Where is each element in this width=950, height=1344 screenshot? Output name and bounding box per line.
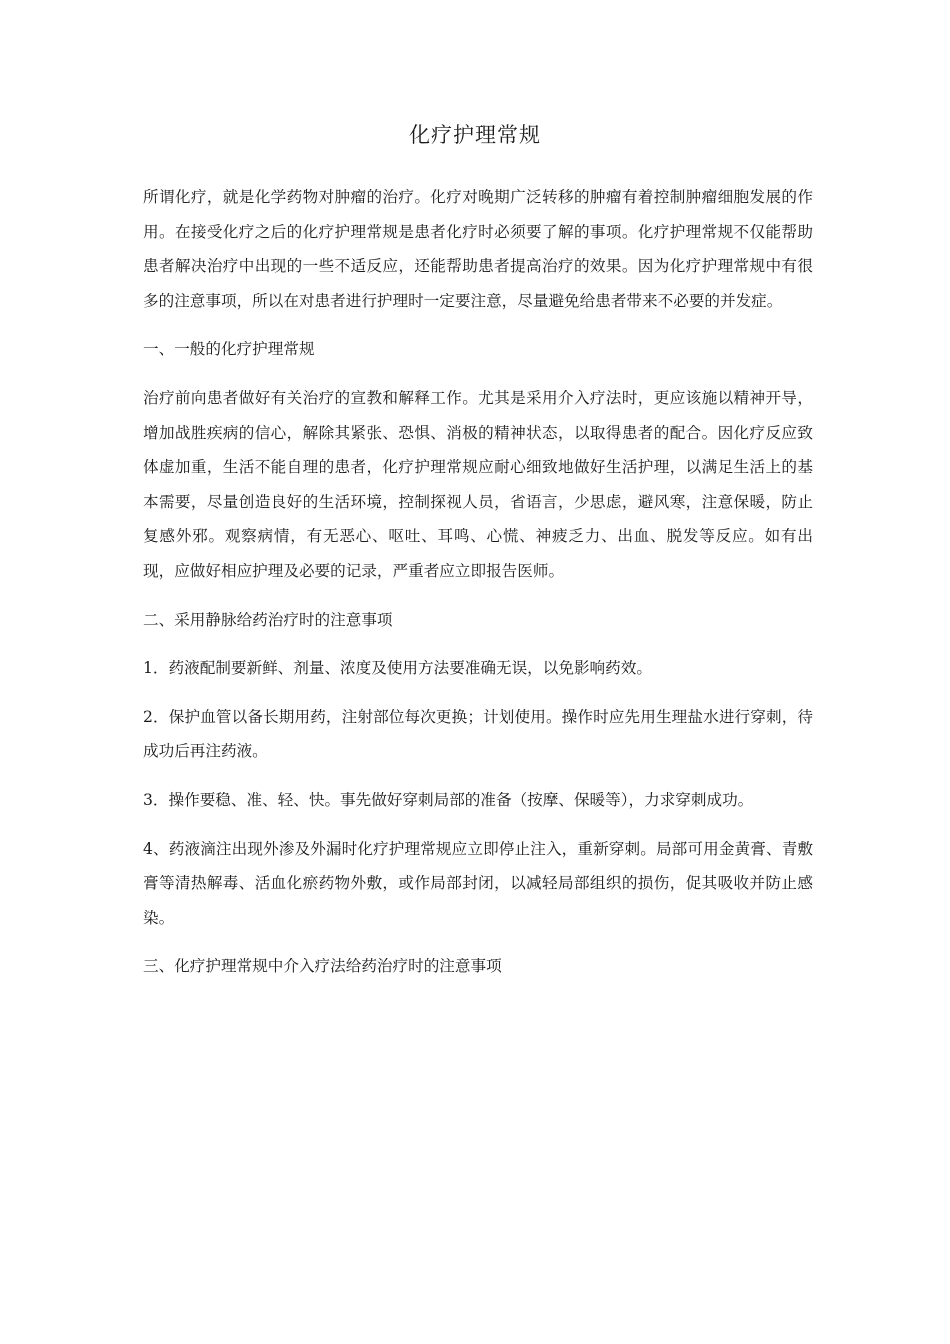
list-item-2: 2．保护血管以备长期用药，注射部位每次更换；计划使用。操作时应先用生理盐水进行穿刺，待成功后再注药液。 <box>143 707 813 761</box>
list-item-3: 3．操作要稳、准、轻、快。事先做好穿刺局部的准备（按摩、保暖等），力求穿刺成功。 <box>143 790 754 809</box>
list-item-1: 1．药液配制要新鲜、剂量、浓度及使用方法要准确无误，以免影响药效。 <box>143 659 652 678</box>
section-1-paragraph: 治疗前向患者做好有关治疗的宣教和解释工作。尤其是采用介入疗法时，更应该施以精神开导，增加战胜疾病的信心，解除其紧张、恐惧、消极的精神状态，以取得患者的配合。因化疗反应致体虚加重，生活不能自理的患者，化疗护理常规应耐心细致地做好生活护理，以满足生活上的基本需要，尽量创造良好的生活环境，控制探视人员，省语言，少思虑，避风寒，注意保暖，防止复感外邪。观察病情，有无恶心、呕吐、耳鸣、心慌、神疲乏力、出血、脱发等反应。如有出现，应做好相应护理及必要的记录，严重者应立即报告医师。 <box>143 388 813 580</box>
document-body <box>143 180 813 998</box>
document-title: 化疗护理常规 <box>409 123 541 147</box>
section-heading-1: 一、一般的化疗护理常规 <box>143 340 315 359</box>
list-item-4: 4、药液滴注出现外渗及外漏时化疗护理常规应立即停止注入，重新穿刺。局部可用金黄膏、青敷膏等清热解毒、活血化瘀药物外敷，或作局部封闭，以减轻局部组织的损伤，促其吸收并防止感染。 <box>143 839 813 927</box>
intro-paragraph: 所谓化疗，就是化学药物对肿瘤的治疗。化疗对晚期广泛转移的肿瘤有着控制肿瘤细胞发展的作用。在接受化疗之后的化疗护理常规是患者化疗时必须要了解的事项。化疗护理常规不仅能帮助患者解决治疗中出现的一些不适反应，还能帮助患者提高治疗的效果。因为化疗护理常规中有很多的注意事项，所以在对患者进行护理时一定要注意，尽量避免给患者带来不必要的并发症。 <box>143 188 813 310</box>
section-heading-3: 三、化疗护理常规中介入疗法给药治疗时的注意事项 <box>143 957 502 976</box>
section-heading-2: 二、采用静脉给药治疗时的注意事项 <box>143 610 393 629</box>
